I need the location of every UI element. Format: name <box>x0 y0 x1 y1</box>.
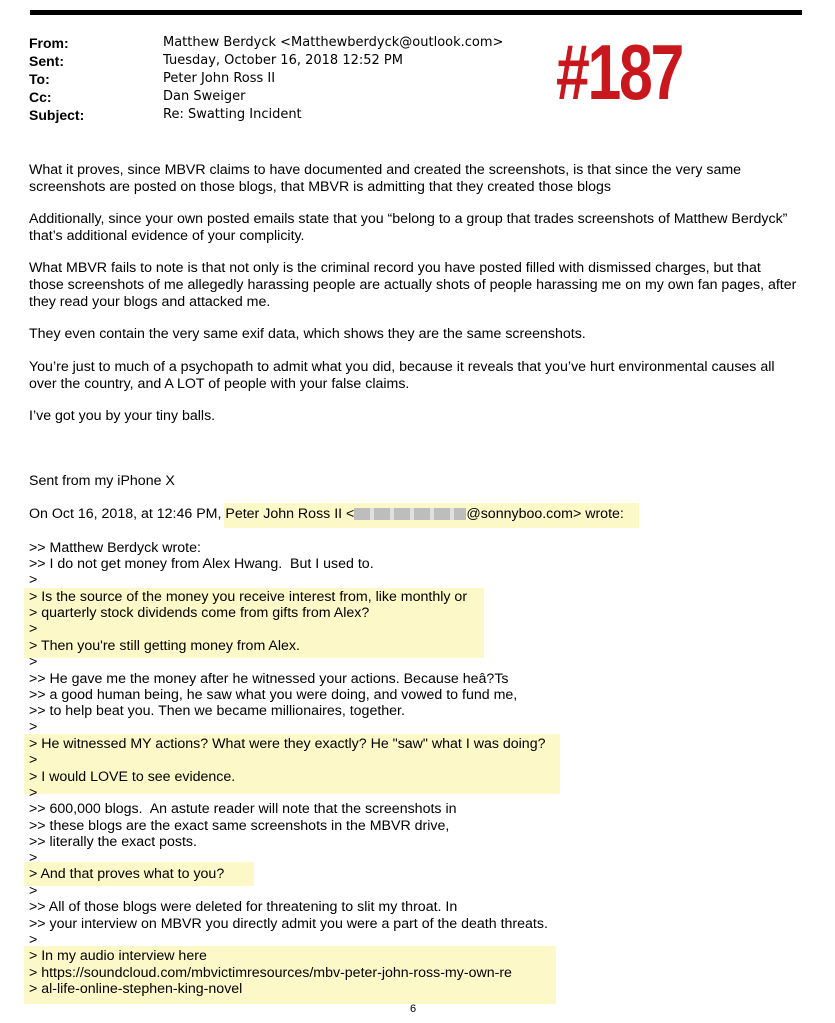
quoted-line: >> All of those blogs were deleted for threatening to slit my throat. In <box>29 899 458 915</box>
wrote-prefix: On Oct 16, 2018, at 12:46 PM, <box>29 506 226 522</box>
signature: Sent from my iPhone X <box>29 473 175 489</box>
quoted-line: >> 600,000 blogs. An astute reader will note that the screenshots in <box>29 801 457 817</box>
quoted-line: > <box>29 932 38 948</box>
subject-value: Re: Swatting Incident <box>163 107 302 122</box>
wrote-name: Peter John Ross II < <box>225 506 355 522</box>
quoted-line: >> a good human being, he saw what you were doing, and vowed to fund me, <box>29 687 518 703</box>
quoted-line: >> Matthew Berdyck wrote: <box>29 540 201 556</box>
top-rule <box>30 10 802 15</box>
quoted-line: > <box>29 883 38 899</box>
quoted-line: > I would LOVE to see evidence. <box>29 769 236 785</box>
quoted-line: > <box>29 719 38 735</box>
quoted-line: > <box>29 752 38 768</box>
quoted-line: > https://soundcloud.com/mbvictimresources/mbv-peter-john-ross-my-own-re <box>29 965 512 981</box>
quoted-line: >> He gave me the money after he witnessed your actions. Because heâ?Ts <box>29 671 509 687</box>
from-label: From: <box>29 35 69 51</box>
quoted-line: >> literally the exact posts. <box>29 834 197 850</box>
quoted-line: > Then you're still getting money from Alex. <box>29 638 300 654</box>
quoted-line: > And that proves what to you? <box>29 866 225 882</box>
sent-label: Sent: <box>29 53 64 69</box>
quoted-line: > <box>29 785 38 801</box>
cc-label: Cc: <box>29 89 52 105</box>
to-label: To: <box>29 71 50 87</box>
quoted-line: > <box>29 572 38 588</box>
quoted-line: > al-life-online-stephen-king-novel <box>29 981 243 997</box>
paragraph-2: Additionally, since your own posted emails state that you “belong to a group that trades screenshots of Matthew Berdyck” that’s additional evidence of your complicity. <box>29 211 792 244</box>
quoted-line: > <box>29 654 38 670</box>
paragraph-1: What it proves, since MBVR claims to have documented and created the screenshots, is that since the very same screenshots are posted on those blogs, that MBVR is admitting that they created those blogs <box>29 162 746 195</box>
quoted-line: > He witnessed MY actions? What were they exactly? He "saw" what I was doing? <box>29 736 546 752</box>
quoted-line: > <box>29 621 38 637</box>
redaction-block <box>354 508 466 520</box>
quoted-line: > In my audio interview here <box>29 948 207 964</box>
quoted-line: >> to help beat you. Then we became millionaires, together. <box>29 703 405 719</box>
sent-value: Tuesday, October 16, 2018 12:52 PM <box>163 53 403 68</box>
cc-value: Dan Sweiger <box>163 89 246 104</box>
quoted-line: >> I do not get money from Alex Hwang. But I used to. <box>29 556 374 572</box>
quoted-line: >> these blogs are the exact same screenshots in the MBVR drive, <box>29 818 450 834</box>
quoted-line: > Is the source of the money you receive interest from, like monthly or <box>29 589 468 605</box>
to-value: Peter John Ross II <box>163 71 276 86</box>
paragraph-5: You’re just to much of a psychopath to admit what you did, because it reveals that you’ve hurt environmental causes all over the country, and A LOT of people with your false claims. <box>29 359 779 392</box>
wrote-line <box>29 506 624 523</box>
paragraph-4: They even contain the very same exif data, which shows they are the same screenshots. <box>29 326 586 342</box>
paragraph-6: I’ve got you by your tiny balls. <box>29 408 216 424</box>
quoted-line: > <box>29 850 38 866</box>
paragraph-3: What MBVR fails to note is that not only is the criminal record you have posted filled with dismissed charges, but that those screenshots of me allegedly harassing people are actually shots of people harassing me on my own fan pages, after they read your blogs and attacked me. <box>29 260 801 310</box>
wrote-domain: @sonnyboo.com> wrote: <box>466 506 624 522</box>
from-value: Matthew Berdyck <Matthewberdyck@outlook.com> <box>163 35 504 50</box>
quoted-line: > quarterly stock dividends come from gifts from Alex? <box>29 605 370 621</box>
document-tag: #187 <box>556 28 682 116</box>
page-number: 6 <box>410 1003 417 1015</box>
subject-label: Subject: <box>29 107 85 123</box>
quoted-line: >> your interview on MBVR you directly admit you were a part of the death threats. <box>29 916 548 932</box>
